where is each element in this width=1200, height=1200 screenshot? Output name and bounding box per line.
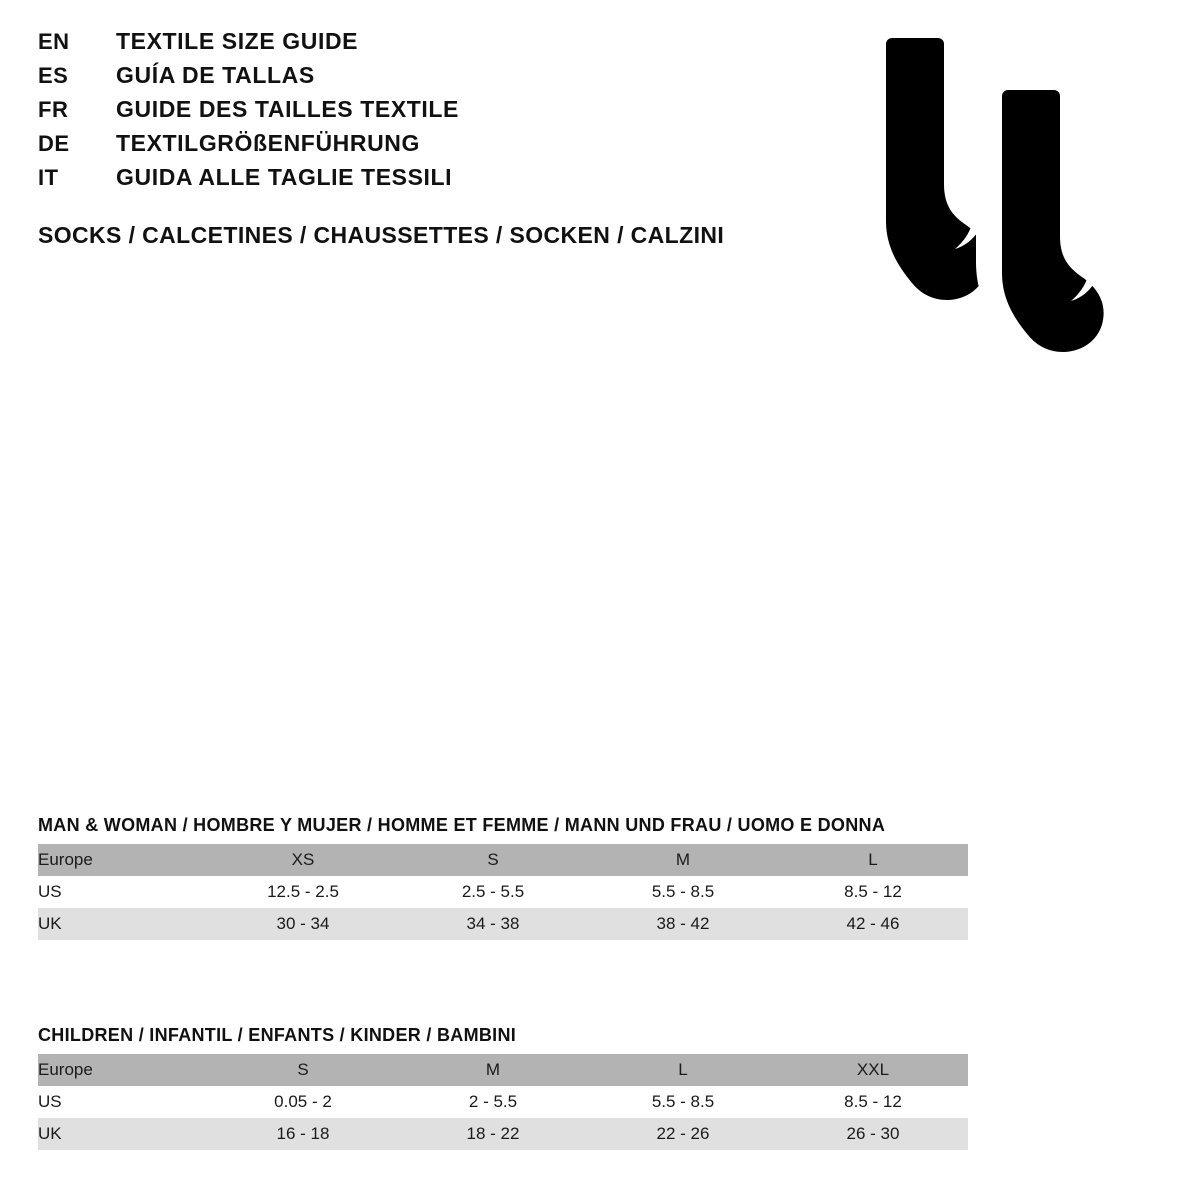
table-row (38, 876, 968, 908)
language-text-it: GUIDA ALLE TAGLIE TESSILI (116, 164, 453, 190)
language-code-fr: FR (38, 97, 69, 122)
socks-pair-illustration (800, 30, 1130, 360)
language-code-en: EN (38, 29, 70, 54)
table-row (38, 908, 968, 940)
cell-us-2: 2.5 - 5.5 (398, 876, 588, 908)
table-row (38, 1054, 968, 1086)
language-text-es: GUÍA DE TALLAS (116, 62, 315, 88)
product-category-title: SOCKS / CALCETINES / CHAUSSETTES / SOCKEN / CALZINI (38, 222, 725, 248)
cell-uk-1: 16 - 18 (208, 1118, 398, 1150)
table-title-children: CHILDREN / INFANTIL / ENFANTS / KINDER / BAMBINI (38, 1025, 517, 1045)
cell-europe-2: M (398, 1054, 588, 1086)
cell-us-4: 8.5 - 12 (778, 876, 968, 908)
cell-europe-3: L (588, 1054, 778, 1086)
language-text-en: TEXTILE SIZE GUIDE (116, 28, 359, 54)
cell-us-3: 5.5 - 8.5 (588, 1086, 778, 1118)
table-row (38, 1086, 968, 1118)
language-code-de: DE (38, 131, 70, 156)
table-row (38, 1118, 968, 1150)
language-text-fr: GUIDE DES TAILLES TEXTILE (116, 96, 459, 122)
cell-uk-3: 38 - 42 (588, 908, 778, 940)
size-table-man-woman (38, 815, 968, 940)
table-children (38, 1054, 968, 1150)
row-label-europe: Europe (38, 1054, 208, 1086)
language-row-es (38, 62, 758, 96)
cell-us-4: 8.5 - 12 (778, 1086, 968, 1118)
language-code-it: IT (38, 165, 59, 190)
language-row-it (38, 164, 758, 198)
cell-europe-2: S (398, 844, 588, 876)
cell-uk-3: 22 - 26 (588, 1118, 778, 1150)
language-row-de (38, 130, 758, 164)
cell-uk-1: 30 - 34 (208, 908, 398, 940)
language-row-fr (38, 96, 758, 130)
language-row-en (38, 28, 758, 62)
cell-europe-1: S (208, 1054, 398, 1086)
row-label-us: US (38, 1086, 208, 1118)
table-row (38, 844, 968, 876)
cell-europe-4: L (778, 844, 968, 876)
cell-europe-3: M (588, 844, 778, 876)
row-label-us: US (38, 876, 208, 908)
row-label-uk: UK (38, 908, 208, 940)
cell-europe-1: XS (208, 844, 398, 876)
cell-uk-2: 34 - 38 (398, 908, 588, 940)
cell-us-3: 5.5 - 8.5 (588, 876, 778, 908)
cell-uk-4: 42 - 46 (778, 908, 968, 940)
language-code-es: ES (38, 63, 69, 88)
cell-europe-4: XXL (778, 1054, 968, 1086)
cell-us-1: 0.05 - 2 (208, 1086, 398, 1118)
cell-us-1: 12.5 - 2.5 (208, 876, 398, 908)
language-list (38, 28, 758, 198)
cell-uk-2: 18 - 22 (398, 1118, 588, 1150)
table-title-man-woman: MAN & WOMAN / HOMBRE Y MUJER / HOMME ET FEMME / MANN UND FRAU / UOMO E DONNA (38, 815, 886, 835)
row-label-uk: UK (38, 1118, 208, 1150)
row-label-europe: Europe (38, 844, 208, 876)
cell-uk-4: 26 - 30 (778, 1118, 968, 1150)
cell-us-2: 2 - 5.5 (398, 1086, 588, 1118)
size-table-children (38, 1025, 968, 1150)
language-text-de: TEXTILGRÖßENFÜHRUNG (116, 130, 420, 156)
table-man-woman (38, 844, 968, 940)
